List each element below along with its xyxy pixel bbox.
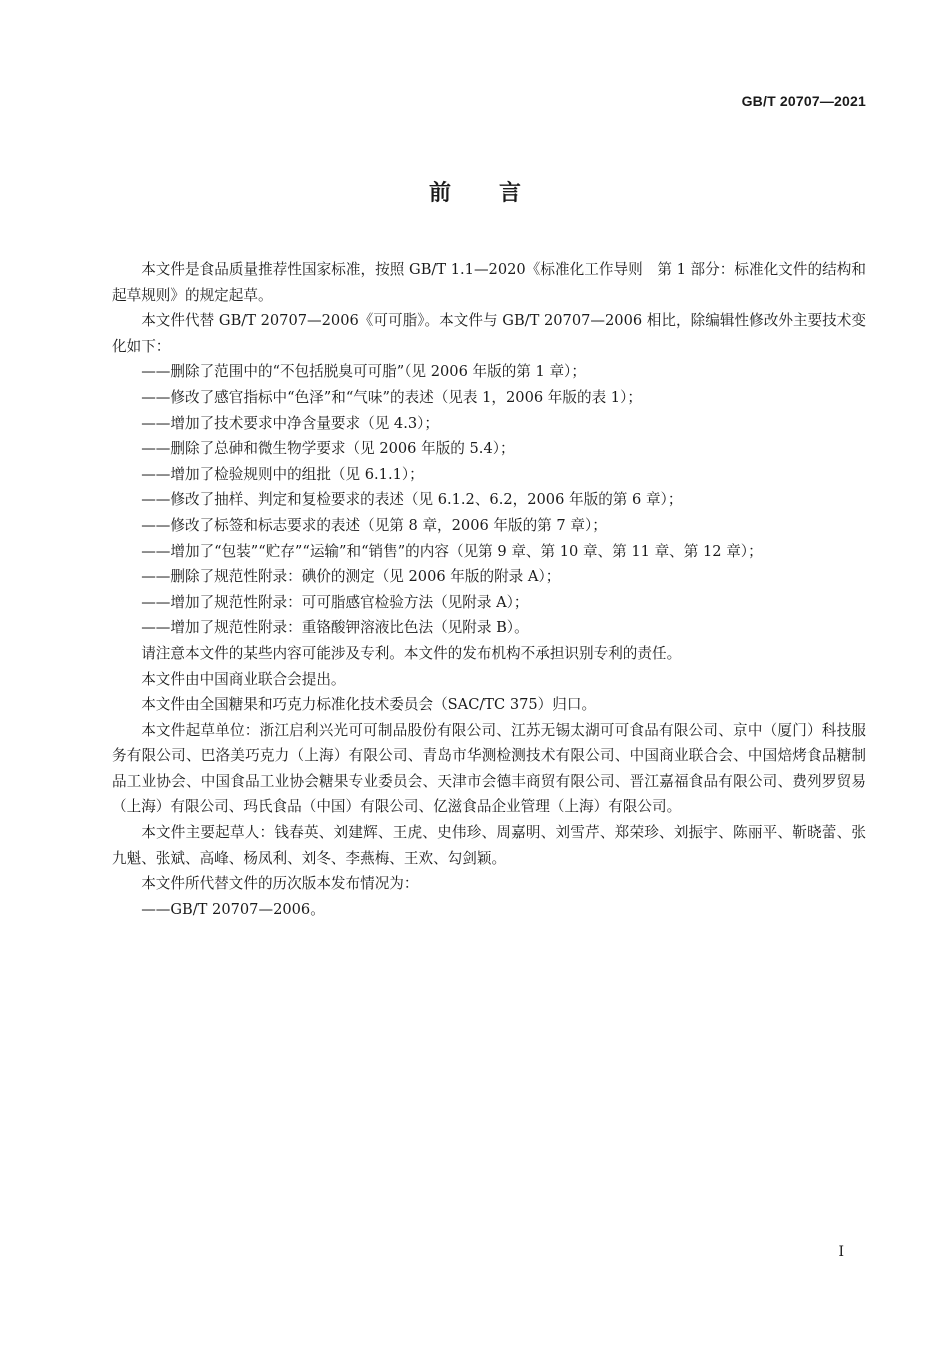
list-item: ——删除了范围中的“不包括脱臭可可脂”（见 2006 年版的第 1 章）；: [141, 363, 586, 381]
intro-paragraph-2: 本文件代替 GB/T 20707—2006《可可脂》。本文件与 GB/T 20707—2006 相比，除编辑性修改外主要技术变化如下：: [112, 312, 866, 355]
version-history-intro: 本文件所代替文件的历次版本发布情况为：: [141, 875, 419, 893]
foreword-body: [112, 257, 866, 922]
list-item: ——增加了“包装”“贮存”“运输”和“销售”的内容（见第 9 章、第 10 章、第 11 章、第 12 章）；: [141, 542, 763, 560]
list-item: ——修改了标签和标志要求的表述（见第 8 章，2006 年版的第 7 章）；: [141, 516, 607, 534]
proposer-statement: 本文件由中国商业联合会提出。: [141, 670, 346, 688]
version-history-item: ——GB/T 20707—2006。: [141, 900, 325, 918]
standard-number: GB/T 20707—2021: [741, 93, 866, 109]
list-item: ——增加了规范性附录：重铬酸钾溶液比色法（见附录 B）。: [141, 619, 529, 637]
intro-paragraph-1: 本文件是食品质量推荐性国家标准，按照 GB/T 1.1—2020《标准化工作导则 第 1 部分：标准化文件的结构和起草规则》的规定起草。: [112, 261, 866, 304]
list-item: ——修改了感官指标中“色泽”和“气味”的表述（见表 1，2006 年版的表 1）；: [141, 388, 642, 406]
page-title: 前言: [428, 181, 569, 206]
list-item: ——删除了总砷和微生物学要求（见 2006 年版的 5.4）；: [141, 440, 515, 458]
patent-notice: 请注意本文件的某些内容可能涉及专利。本文件的发布机构不承担识别专利的责任。: [141, 644, 682, 662]
list-item: ——修改了抽样、判定和复检要求的表述（见 6.1.2、6.2，2006 年版的第 6 章）；: [141, 491, 683, 509]
list-item: ——删除了规范性附录：碘价的测定（见 2006 年版的附录 A）；: [141, 568, 561, 586]
drafting-units: 本文件起草单位：浙江启利兴光可可制品股份有限公司、江苏无锡太湖可可食品有限公司、京中（厦门）科技服务有限公司、巴洛美巧克力（上海）有限公司、青岛市华测检测技术有限公司、中国商业联合会、中国焙烤食品糖制品工业协会、中国食品工业协会糖果专业委员会、天津市会德丰商贸有限公司、晋江嘉福食品有限公司、费列罗贸易（上海）有限公司、玛氏食品（中国）有限公司、亿滋食品企业管理（上海）有限公司。: [112, 721, 866, 816]
main-drafters: 本文件主要起草人：钱春英、刘建辉、王虎、史伟珍、周嘉明、刘雪芹、郑荣珍、刘振宇、陈丽平、靳晓蕾、张九魁、张斌、高峰、杨凤利、刘冬、李燕梅、王欢、勾剑颖。: [112, 824, 866, 867]
list-item: ——增加了检验规则中的组批（见 6.1.1）；: [141, 465, 424, 483]
list-item: ——增加了技术要求中净含量要求（见 4.3）；: [141, 414, 440, 432]
changes-list: [112, 359, 866, 641]
committee-statement: 本文件由全国糖果和巧克力标准化技术委员会（SAC/TC 375）归口。: [141, 696, 597, 714]
list-item: ——增加了规范性附录：可可脂感官检验方法（见附录 A）；: [141, 593, 529, 611]
page-number: I: [838, 1244, 844, 1260]
